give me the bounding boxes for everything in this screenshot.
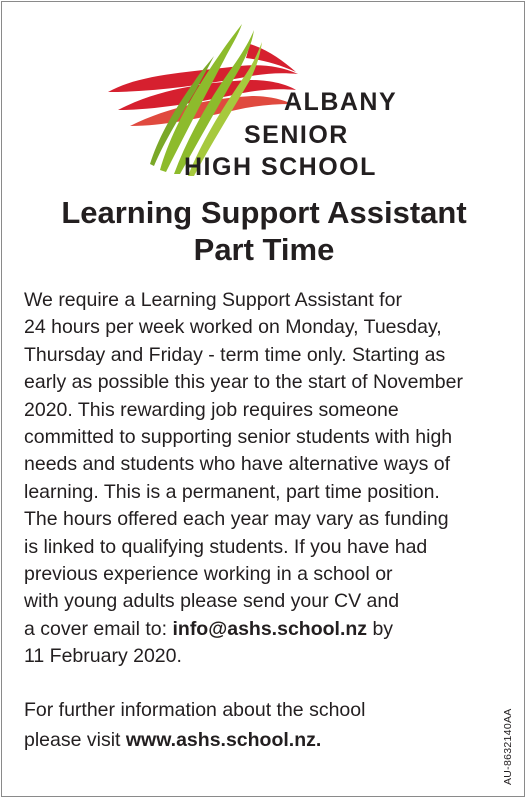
- reference-code: AU-8632140AA: [502, 708, 514, 785]
- description-line: The hours offered each year may vary as funding: [24, 508, 449, 531]
- description-line: committed to supporting senior students with high: [24, 426, 453, 449]
- logo-text-senior: SENIOR: [244, 121, 349, 149]
- further-info-line: [24, 725, 494, 755]
- school-website-link[interactable]: www.ashs.school.nz.: [125, 729, 322, 751]
- description-line: [24, 616, 506, 643]
- visit-prefix-text: please visit: [24, 729, 126, 751]
- description-line: Thursday and Friday - term time only. Starting as: [24, 343, 446, 366]
- description-line: early as possible this year to the start of November: [24, 371, 463, 394]
- logo-text-high-school: HIGH SCHOOL: [184, 153, 377, 181]
- description-line: learning. This is a permanent, part time position.: [24, 480, 440, 503]
- description-line: 2020. This rewarding job requires someone: [24, 398, 399, 421]
- description-line: is linked to qualifying students. If you have had: [24, 535, 428, 558]
- email-prefix-text: a cover email to:: [24, 617, 173, 640]
- logo-text-albany: ALBANY: [284, 88, 398, 116]
- job-title: Learning Support Assistant: [61, 195, 467, 230]
- description-line: with young adults please send your CV and: [24, 590, 400, 613]
- description-line: We require a Learning Support Assistant for: [24, 289, 402, 311]
- closing-date: 11 February 2020.: [24, 645, 182, 668]
- description-line: 24 hours per week worked on Monday, Tuesday,: [24, 316, 442, 339]
- further-info-line: For further information about the school: [24, 699, 366, 721]
- further-info: [24, 695, 494, 755]
- school-logo: [100, 14, 430, 184]
- description-line: needs and students who have alternative ways of: [24, 453, 451, 476]
- contact-email[interactable]: info@ashs.school.nz: [172, 617, 368, 640]
- job-description: [24, 287, 506, 671]
- job-subtitle: Part Time: [193, 232, 335, 267]
- email-suffix-text: by: [367, 617, 394, 640]
- description-line: previous experience working in a school or: [24, 563, 393, 586]
